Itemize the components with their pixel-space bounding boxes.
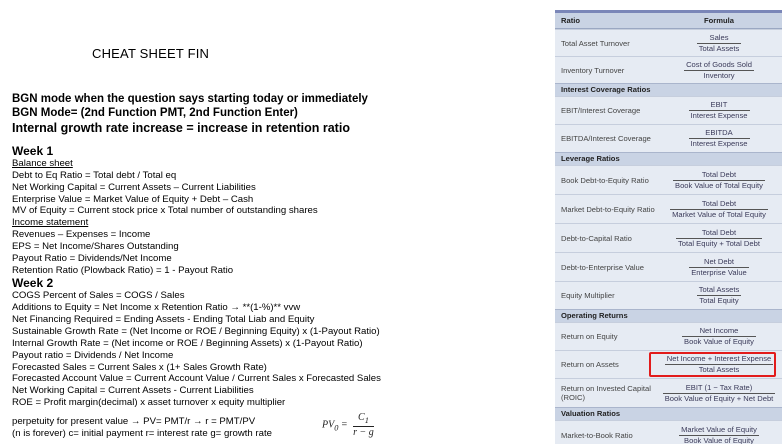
table-row [555,378,782,407]
week2-line: ROE = Profit margin(decimal) x asset turnover x equity multiplier [12,397,381,409]
ratio-name: Book Debt-to-Equity Ratio [555,176,656,185]
table-row [555,56,782,83]
week1-line: Debt to Eq Ratio = Total debt / Total eq [12,170,381,182]
table-row [555,29,782,56]
week2-line: COGS Percent of Sales = COGS / Sales [12,290,381,302]
formula-denominator: Total Equity + Total Debt [676,239,762,249]
week2-line: Additions to Equity = Net Income x Retention Ratio → **(1-%)** vvw [12,302,381,314]
formula-numerator: Total Assets [697,285,742,296]
ratio-formula-table [555,10,782,444]
ratio-formula [656,33,782,54]
table-row [555,96,782,124]
week1-line: Payout Ratio = Dividends/Net Income [12,253,381,265]
table-section-heading: Operating Returns [555,309,782,322]
table-row [555,252,782,281]
week2-line: Payout ratio = Dividends / Net Income [12,350,381,362]
formula-denominator: Total Assets [665,365,773,375]
week1-line: Net Working Capital = Current Assets – Current Liabilities [12,182,381,194]
formula-denominator: Book Value of Equity [679,436,759,444]
ratio-name: Debt-to-Enterprise Value [555,263,656,272]
formula-numerator: Total Debt [670,199,768,210]
ratio-formula [656,326,782,347]
ratio-formula [656,170,782,191]
formula-denominator: Market Value of Total Equity [670,210,768,220]
formula-denominator: Book Value of Equity [682,337,756,347]
week1-heading: Week 1 [12,144,381,158]
ratio-name: Debt-to-Capital Ratio [555,234,656,243]
table-row [555,420,782,444]
bgn-line-3: Internal growth rate increase = increase in retention ratio [12,120,368,137]
ratio-formula [656,285,782,306]
formula-numerator: $C_1$ [353,412,374,427]
ratio-name: Inventory Turnover [555,66,656,75]
ratio-formula [656,425,782,444]
bgn-notes [12,92,368,137]
balance-sheet-heading: Balance sheet [12,158,381,170]
formula-numerator: EBITDA [689,128,750,139]
formula-numerator: EBIT [689,100,750,111]
ratio-name: Return on Equity [555,332,656,341]
table-row [555,165,782,194]
week2-line: Net Financing Required = Ending Assets - Ending Total Liab and Equity [12,314,381,326]
week1-line: Retention Ratio (Plowback Ratio) = 1 - Payout Ratio [12,265,381,277]
header-formula: Formula [656,16,782,25]
formula-denominator: Total Assets [697,44,742,54]
formula-numerator: Net Debt [689,257,749,268]
weekly-notes [12,144,381,409]
formula-denominator: Enterprise Value [689,268,749,278]
formula-numerator: Net Income + Interest Expense [665,354,773,365]
formula-numerator: Net Income [682,326,756,337]
week2-line: Internal Growth Rate = (Net income or ROE / Beginning Assets) x (1-Payout Ratio) [12,338,381,350]
ratio-name: EBITDA/Interest Coverage [555,134,656,143]
week2-heading: Week 2 [12,276,381,290]
formula-numerator: Total Debt [676,228,762,239]
ratio-name: Market Debt-to-Equity Ratio [555,205,656,214]
perpetuity-line-2: (n is forever) c= initial payment r= interest rate g= growth rate [12,428,272,440]
ratio-formula [656,128,782,149]
page-title: CHEAT SHEET FIN [92,46,209,61]
ratio-formula [656,257,782,278]
formula-pv-sub: 0 [334,423,338,432]
ratio-formula [656,383,782,404]
formula-numerator: EBIT (1 − Tax Rate) [663,383,776,394]
perpetuity-formula: $PV_0$ = $\frac{C_1}{r - g}$ [322,412,374,438]
perpetuity-notes [12,416,272,440]
table-row [555,281,782,309]
table-section-heading: Valuation Ratios [555,407,782,420]
ratio-name: Return on Invested Capital (ROIC) [555,384,656,402]
formula-pv: PV [322,419,334,430]
formula-denominator: Book Value of Total Equity [673,181,765,191]
week2-line: Sustainable Growth Rate = (Net Income or ROE / Beginning Equity) x (1-Payout Ratio) [12,326,381,338]
table-section-heading: Leverage Ratios [555,152,782,165]
ratio-name: Market-to-Book Ratio [555,431,656,440]
table-row [555,350,782,378]
bgn-line-2: BGN Mode= (2nd Function PMT, 2nd Function Enter) [12,106,368,120]
formula-numerator: Market Value of Equity [679,425,759,436]
ratio-formula [656,60,782,81]
formula-denominator: r − g [353,427,374,438]
table-row [555,124,782,152]
week1-line: Revenues – Expenses = Income [12,229,381,241]
table-row [555,194,782,223]
table-header [555,13,782,29]
formula-fraction [353,412,374,438]
formula-denominator: Total Equity [697,296,742,306]
cheat-sheet-notes [12,0,552,441]
week1-line: EPS = Net Income/Shares Outstanding [12,241,381,253]
ratio-name: Return on Assets [555,360,656,369]
bgn-line-1: BGN mode when the question says starting today or immediately [12,92,368,106]
perpetuity-line-1: perpetuity for present value → PV= PMT/r → r = PMT/PV [12,416,272,428]
ratio-formula [656,100,782,121]
week1-line: Enterprise Value = Market Value of Equity + Debt – Cash [12,194,381,206]
formula-denominator: Book Value of Equity + Net Debt [663,394,776,404]
ratio-formula [656,228,782,249]
week2-line: Forecasted Sales = Current Sales x (1+ Sales Growth Rate) [12,362,381,374]
formula-denominator: Inventory [684,71,754,81]
formula-denominator: Interest Expense [689,139,750,149]
formula-numerator: Total Debt [673,170,765,181]
formula-numerator: Cost of Goods Sold [684,60,754,71]
table-row [555,223,782,252]
week2-line: Forecasted Account Value = Current Account Value / Current Sales x Forecasted Sales [12,373,381,385]
week1-line: MV of Equity = Current stock price x Total number of outstanding shares [12,205,381,217]
formula-denominator: Interest Expense [689,111,750,121]
ratio-name: Equity Multiplier [555,291,656,300]
ratio-name: Total Asset Turnover [555,39,656,48]
highlight-box [649,352,776,377]
table-section-heading: Interest Coverage Ratios [555,83,782,96]
ratio-formula [656,199,782,220]
income-statement-heading: Income statement [12,217,381,229]
table-body [555,29,782,444]
formula-numerator: Sales [697,33,742,44]
header-ratio: Ratio [555,16,656,25]
ratio-name: EBIT/Interest Coverage [555,106,656,115]
week2-line: Net Working Capital = Current Assets - Current Liabilities [12,385,381,397]
table-row [555,322,782,350]
